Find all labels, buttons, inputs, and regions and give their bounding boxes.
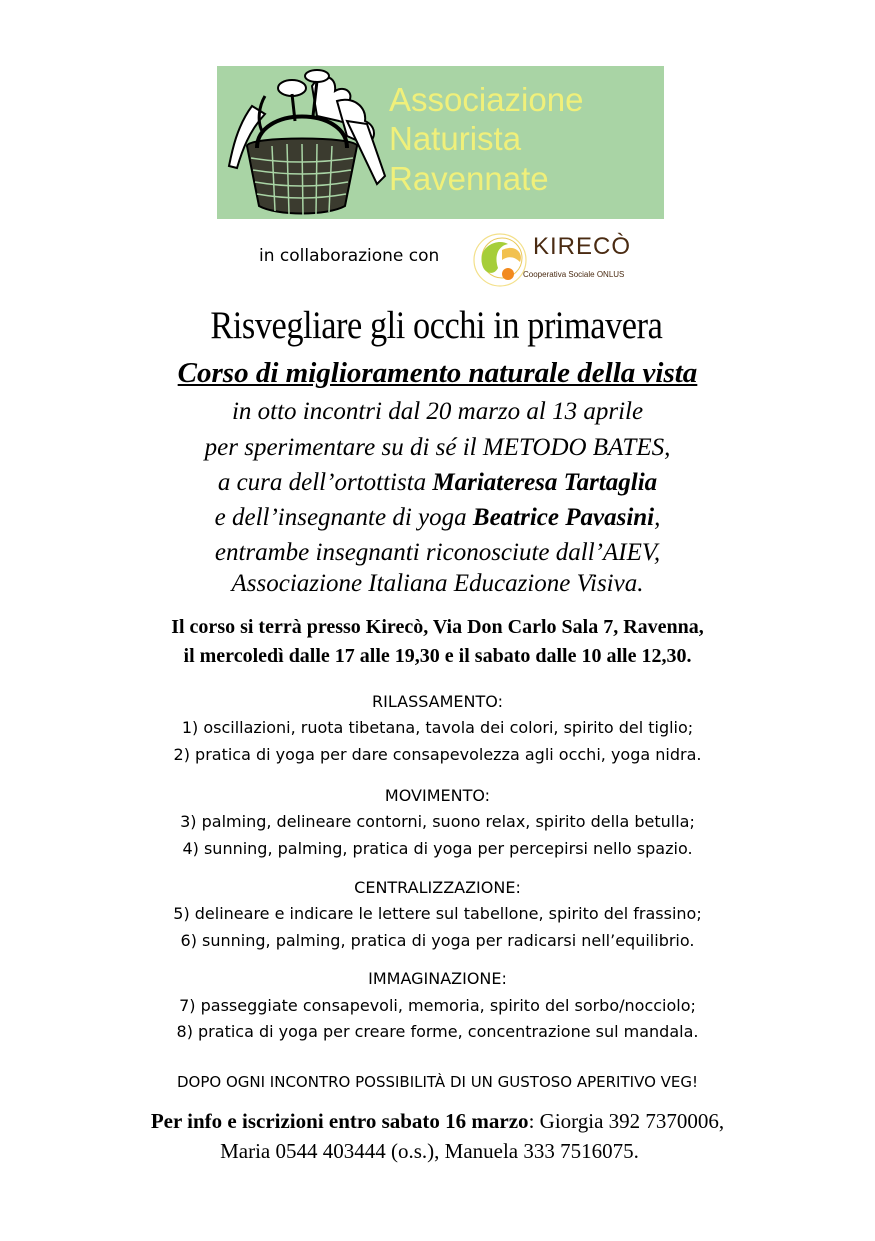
section-item: 4) sunning, palming, pratica di yoga per percepirsi nello spazio. bbox=[182, 839, 693, 858]
info-contacts-1: : Giorgia 392 7370006, bbox=[528, 1109, 725, 1133]
collaboration-text: in collaborazione con bbox=[259, 246, 440, 266]
section-heading: CENTRALIZZAZIONE: bbox=[354, 878, 521, 897]
venue-line-1: Il corso si terrà presso Kirecò, Via Don Carlo Sala 7, Ravenna, bbox=[171, 616, 704, 638]
section-item: 8) pratica di yoga per creare forme, concentrazione sul mandala. bbox=[176, 1022, 699, 1041]
teacher-name-1: Mariateresa Tartaglia bbox=[432, 469, 658, 496]
intro-line-5: entrambe insegnanti riconosciute dall’AIEV, bbox=[214, 539, 661, 566]
intro-line-4 bbox=[0, 502, 875, 534]
section-item: 7) passeggiate consapevoli, memoria, spirito del sorbo/nocciolo; bbox=[179, 996, 696, 1015]
section-heading: RILASSAMENTO: bbox=[372, 692, 503, 711]
kireco-subtitle: Cooperativa Sociale ONLUS bbox=[523, 270, 625, 279]
course-subtitle: Corso di miglioramento naturale della vista bbox=[177, 357, 698, 389]
info-bold: Per info e iscrizioni entro sabato 16 marzo bbox=[150, 1109, 529, 1133]
teacher-name-2: Beatrice Pavasini bbox=[472, 504, 655, 531]
section-heading: MOVIMENTO: bbox=[384, 786, 491, 805]
intro-line-4-text: e dell’insegnante di yoga bbox=[214, 504, 473, 531]
vegetable-basket-icon bbox=[217, 66, 392, 219]
association-logo bbox=[217, 66, 664, 219]
section-heading: IMMAGINAZIONE: bbox=[368, 969, 507, 988]
logo-text-line1: Associazione bbox=[389, 81, 584, 118]
intro-line-2: per sperimentare su di sé il METODO BATES, bbox=[204, 434, 671, 461]
section-item: 1) oscillazioni, ruota tibetana, tavola dei colori, spirito del tiglio; bbox=[181, 718, 694, 737]
section-item: 3) palming, delineare contorni, suono relax, spirito della betulla; bbox=[180, 812, 695, 831]
info-line-1 bbox=[0, 1107, 875, 1135]
info-line-2: Maria 0544 403444 (o.s.), Manuela 333 7516075. bbox=[220, 1139, 639, 1163]
section-item: 6) sunning, palming, pratica di yoga per radicarsi nell’equilibrio. bbox=[180, 931, 695, 950]
venue-line-2: il mercoledì dalle 17 alle 19,30 e il sabato dalle 10 alle 12,30. bbox=[183, 645, 692, 667]
intro-line-3 bbox=[0, 467, 875, 499]
intro-line-6: Associazione Italiana Educazione Visiva. bbox=[231, 570, 644, 597]
logo-text-line2: Naturista bbox=[389, 120, 522, 157]
aperitivo-note: DOPO OGNI INCONTRO POSSIBILITÀ DI UN GUSTOSO APERITIVO VEG! bbox=[176, 1073, 699, 1091]
course-title: Risvegliare gli occhi in primavera bbox=[210, 304, 663, 347]
section-item: 5) delineare e indicare le lettere sul tabellone, spirito del frassino; bbox=[173, 904, 702, 923]
intro-line-3-text: a cura dell’ortottista bbox=[217, 469, 433, 496]
kireco-name: KIRECÒ bbox=[533, 233, 632, 260]
logo-text-line3: Ravennate bbox=[389, 160, 549, 197]
section-item: 2) pratica di yoga per dare consapevolezza agli occhi, yoga nidra. bbox=[173, 745, 702, 764]
intro-line-4-comma: , bbox=[654, 504, 661, 531]
intro-line-1: in otto incontri dal 20 marzo al 13 aprile bbox=[231, 398, 644, 425]
